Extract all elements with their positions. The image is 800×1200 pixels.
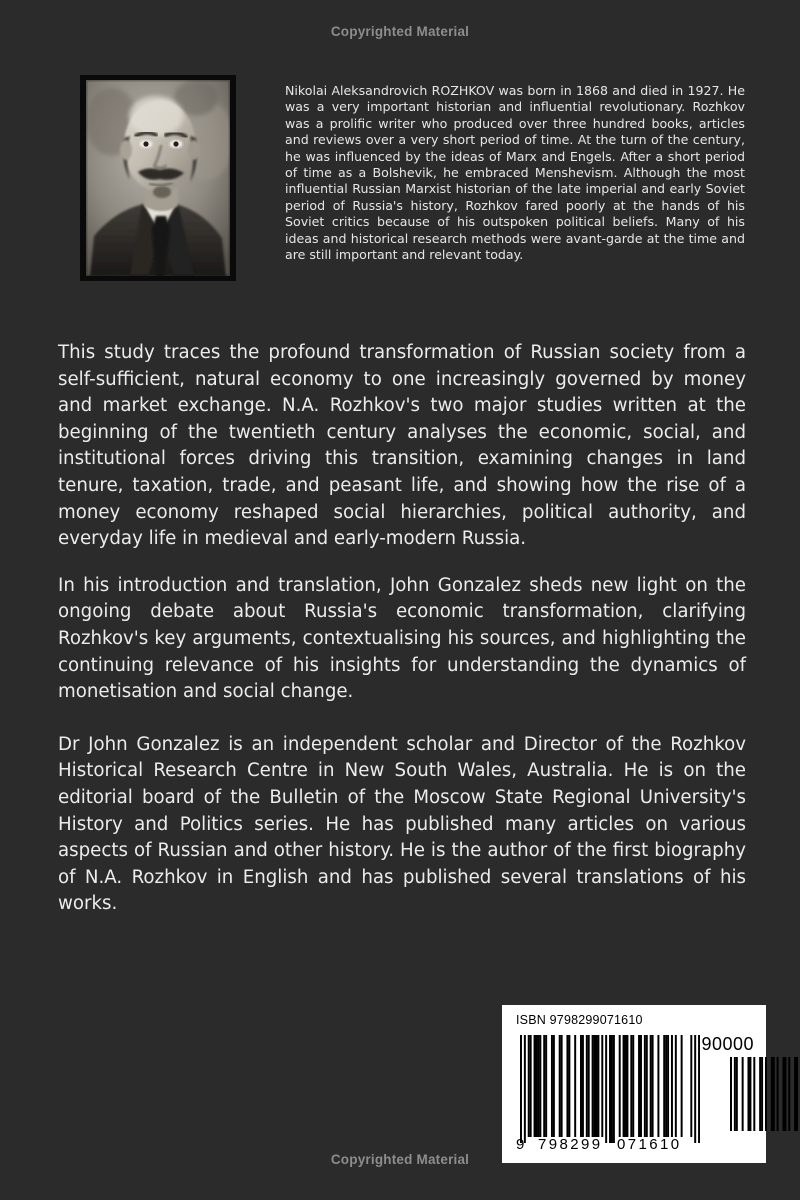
barcode-digit-lead: 9 [516,1136,525,1153]
blurb-paragraph-1: This study traces the profound transformation of Russian society from a self-sufficient, natural economy to one increasingly governed by money and market exchange. N.A. Rozhkov's two major studies written at the beginning of the twentieth century analyses the economic, social, and institutional forces driving this transition, examining changes in land tenure, taxation, trade, and peasant life, and showing how the rise of a money economy reshaped social hierarchies, political authority, and everyday life in medieval and early-modern Russia. [58,342,746,550]
isbn-label: ISBN 9798299071610 [516,1013,643,1027]
ean13-bars [520,1035,700,1143]
barcode-digits-right: 071610 [617,1136,682,1153]
author-portrait-photo [86,80,230,276]
copyrighted-material-bottom: Copyrighted Material [330,1152,470,1167]
blurb-paragraph-2: In his introduction and translation, John Gonzalez sheds new light on the ongoing debate about Russia's economic transformation, clarifying Rozhkov's key arguments, contextualising his sources, and highlighting the continuing relevance of his insights for understanding the dynamics of monetisation and social change. [58,574,746,703]
author-note-paragraph: Dr John Gonzalez is an independent scholar and Director of the Rozhkov Historical Research Centre in New South Wales, Australia. He is on the editorial board of the Bulletin of the Moscow State Regional University's History and Politics series. He has published many articles on various aspects of Russian and other history. He is the author of the first biography of N.A. Rozhkov in English and has published several translations of his works. [58,733,746,915]
author-portrait-frame [80,75,236,281]
isbn-barcode-block [502,1005,766,1163]
ean5-addon-bars [730,1057,798,1137]
barcode-addon-label: 90000 [701,1034,754,1054]
portrait-illustration [86,80,230,276]
blurb-container [58,340,746,918]
copyrighted-material-top: Copyrighted Material [330,24,470,39]
barcode-digits-left: 798299 [538,1136,603,1153]
author-biography-text: Nikolai Aleksandrovich ROZHKOV was born in 1868 and died in 1927. He was a very important historian and influential revolutionary. Rozhkov was a prolific writer who produced over three hundred books, articles and reviews over a very short period of time. At the turn of the century, he was influenced by the ideas of Marx and Engels. After a short period of time as a Bolshevik, he embraced Menshevism. Although the most influential Russian Marxist historian of the late imperial and early Soviet period of Russia's history, Rozhkov fared poorly at the hands of his Soviet critics because of his outspoken political beliefs. Many of his ideas and historical research methods were avant-garde at the time and are still important and relevant today. [285,83,745,263]
